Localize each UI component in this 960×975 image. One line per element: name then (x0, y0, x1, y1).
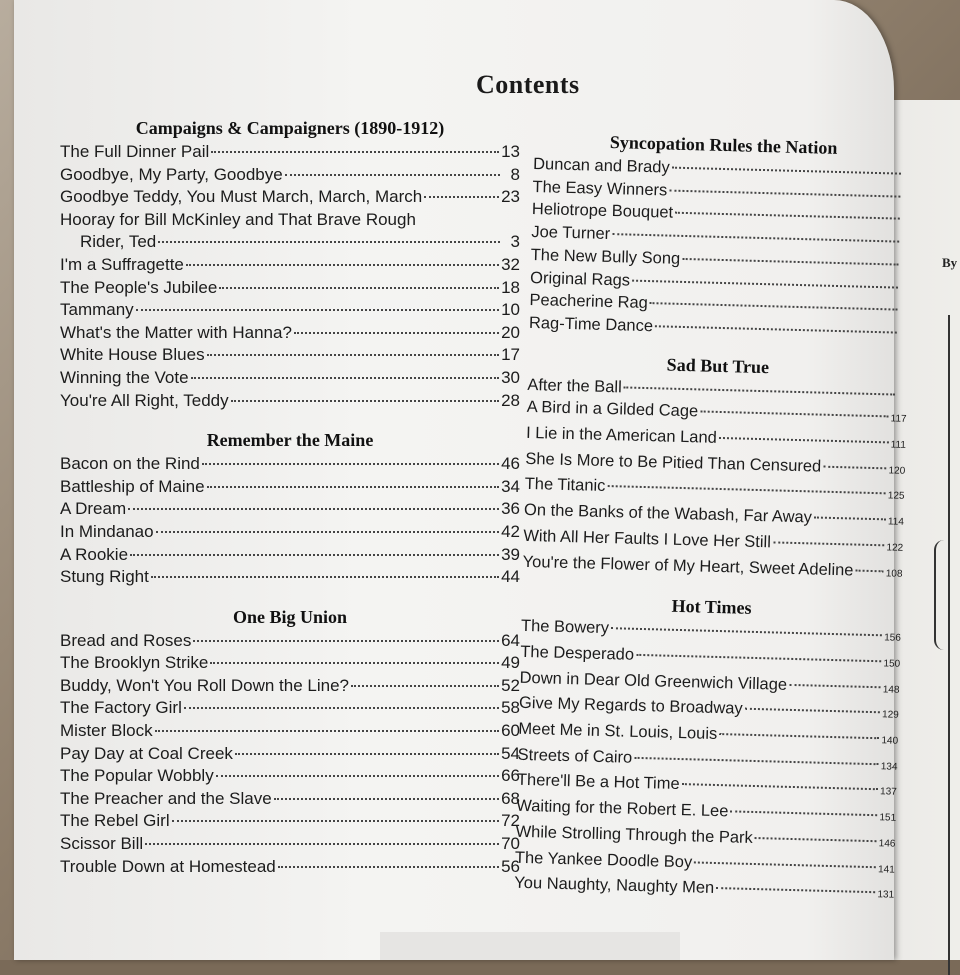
toc-entry[interactable] (60, 566, 520, 589)
toc-entry[interactable] (60, 675, 520, 698)
toc-entry[interactable] (60, 367, 520, 390)
entry-title: Battleship of Maine (60, 476, 205, 499)
dot-leader (655, 325, 897, 333)
section-gap (60, 412, 520, 430)
entry-page-number: 156 (884, 628, 901, 651)
dot-leader (636, 654, 882, 662)
entry-title: A Dream (60, 498, 126, 521)
entry-page-number: 30 (501, 367, 520, 390)
entry-page-number: 72 (501, 810, 520, 833)
entry-title: In Mindanao (60, 521, 154, 544)
entry-page-number: 129 (882, 705, 899, 728)
section-title: Remember the Maine (60, 430, 520, 451)
entry-page-number: 134 (880, 756, 897, 779)
dot-leader (634, 757, 879, 765)
toc-entry[interactable] (60, 476, 520, 499)
entry-title: Tammany (60, 299, 134, 322)
dot-leader (607, 485, 886, 494)
entry-title: Mister Block (60, 720, 153, 743)
section-gap (60, 589, 520, 607)
toc-entry[interactable] (60, 141, 520, 164)
entry-title: The Easy Winners (532, 176, 667, 202)
entry-title: Meet Me in St. Louis, Louis (518, 718, 718, 746)
entry-title: Stung Right (60, 566, 149, 589)
dot-leader (285, 174, 500, 176)
page-title: Contents (476, 70, 580, 100)
dot-leader (216, 775, 499, 777)
entry-title: The Preacher and the Slave (60, 788, 272, 811)
toc-entry[interactable] (60, 833, 520, 856)
entry-page-number: 23 (501, 186, 520, 209)
entry-page-number: 120 (888, 460, 905, 483)
section-title: Syncopation Rules the Nation (533, 130, 913, 161)
entry-title: I'm a Suffragette (60, 254, 184, 277)
entry-title: The Titanic (524, 473, 605, 498)
contents-section (514, 592, 902, 908)
entry-page-number: 18 (501, 277, 520, 300)
contents-column-left (60, 118, 520, 878)
entry-page-number: 148 (882, 679, 899, 702)
toc-entry[interactable] (60, 231, 520, 254)
entry-title: Rider, Ted (60, 231, 156, 254)
entry-page-number: 122 (886, 537, 903, 560)
entry-page-number: 117 (890, 409, 907, 432)
entry-page-number: 39 (501, 544, 520, 567)
dot-leader (716, 887, 875, 893)
section-title: Campaigns & Campaigners (1890-1912) (60, 118, 520, 139)
entry-title: You're the Flower of My Heart, Sweet Adeline (522, 550, 853, 581)
entry-page-number: 114 (888, 512, 905, 535)
entry-title: Scissor Bill (60, 833, 143, 856)
contents-column-right (514, 130, 914, 908)
entry-title: You Naughty, Naughty Men (514, 872, 714, 900)
entry-title: Give My Regards to Broadway (519, 692, 743, 721)
dot-leader (274, 798, 499, 800)
entry-title: The Full Dinner Pail (60, 141, 209, 164)
entry-page-number: 54 (501, 743, 520, 766)
entry-title: Bacon on the Rind (60, 453, 200, 476)
entry-title: Heliotrope Bouquet (532, 198, 674, 224)
toc-entry[interactable] (60, 856, 520, 879)
contents-section (60, 118, 520, 412)
toc-entry[interactable] (60, 186, 520, 209)
dot-leader (278, 866, 499, 868)
entry-title: Down in Dear Old Greenwich Village (519, 666, 787, 696)
entry-title: The Rebel Girl (60, 810, 170, 833)
entry-title: Waiting for the Robert E. Lee (516, 795, 729, 823)
toc-entry[interactable] (60, 164, 520, 187)
entry-page-number: 46 (501, 453, 520, 476)
entry-title: Winning the Vote (60, 367, 189, 390)
toc-entry[interactable] (60, 544, 520, 567)
entry-page-number: 150 (883, 653, 900, 676)
dot-leader (219, 287, 499, 289)
dot-leader (745, 708, 881, 714)
dot-leader (158, 241, 500, 243)
entry-page-number: 141 (878, 859, 895, 882)
entry-page-number: 49 (501, 652, 520, 675)
entry-title: Buddy, Won't You Roll Down the Line? (60, 675, 349, 698)
dot-leader (151, 576, 499, 578)
contents-section (522, 351, 908, 586)
dot-leader (186, 264, 499, 266)
entry-title: Goodbye Teddy, You Must March, March, March (60, 186, 422, 209)
dot-leader (210, 662, 499, 664)
entry-page-number: 68 (501, 788, 520, 811)
entry-title: What's the Matter with Hanna? (60, 322, 292, 345)
entry-title: The Popular Wobbly (60, 765, 214, 788)
entry-title: On the Banks of the Wabash, Far Away (524, 499, 812, 529)
entry-title: Pay Day at Coal Creek (60, 743, 233, 766)
entry-page-number: 70 (501, 833, 520, 856)
dot-leader (611, 627, 882, 636)
entry-page-number: 13 (501, 141, 520, 164)
entry-title: Hooray for Bill McKinley and That Brave Rough (60, 209, 416, 232)
adjacent-page-brace (934, 540, 950, 650)
entry-page-number: 58 (501, 697, 520, 720)
entry-page-number: 60 (501, 720, 520, 743)
entry-page-number: 111 (890, 434, 906, 457)
dot-leader (351, 685, 499, 687)
toc-entry[interactable] (60, 697, 520, 720)
dot-leader (191, 377, 500, 379)
entry-title: I Lie in the American Land (526, 422, 717, 450)
dot-leader (424, 196, 499, 198)
entry-page-number: 3 (502, 231, 520, 254)
dot-leader (235, 753, 499, 755)
entry-title: Rag-Time Dance (529, 312, 654, 338)
contents-section (60, 430, 520, 589)
entry-title: Original Rags (530, 266, 631, 291)
toc-entry[interactable] (60, 498, 520, 521)
entry-title: A Rookie (60, 544, 128, 567)
dot-leader (128, 508, 499, 510)
entry-page-number: 10 (501, 299, 520, 322)
entry-title: The Yankee Doodle Boy (515, 846, 693, 873)
entry-page-number: 131 (877, 885, 894, 908)
dot-leader (682, 784, 879, 791)
dot-leader (207, 354, 500, 356)
dot-leader (773, 541, 885, 546)
dot-leader (145, 843, 499, 845)
entry-page-number: 36 (501, 498, 520, 521)
entry-title: The Factory Girl (60, 697, 182, 720)
dot-leader (130, 554, 499, 556)
entry-title: While Strolling Through the Park (515, 821, 753, 850)
entry-page-number: 34 (501, 476, 520, 499)
toc-entry[interactable] (60, 788, 520, 811)
dot-leader (193, 640, 499, 642)
dot-leader (789, 684, 881, 688)
entry-page-number: 8 (502, 164, 520, 187)
entry-page-number: 146 (878, 833, 895, 856)
entry-title: Goodbye, My Party, Goodbye (60, 164, 283, 187)
entry-title: After the Ball (527, 374, 622, 399)
entry-page-number: 56 (501, 856, 520, 879)
toc-entry[interactable] (60, 390, 520, 413)
entry-page-number: 151 (879, 807, 896, 830)
entry-page-number: 140 (881, 730, 898, 753)
entry-title: She Is More to Be Pitied Than Censured (525, 448, 821, 478)
dot-leader (156, 531, 500, 533)
entry-title: You're All Right, Teddy (60, 390, 229, 413)
entry-page-number: 28 (501, 390, 520, 413)
entry-page-number: 137 (880, 782, 897, 805)
entry-title: The Bowery (521, 615, 610, 640)
dot-leader (694, 861, 876, 868)
entry-page-number: 52 (501, 675, 520, 698)
dot-leader (202, 463, 499, 465)
toc-entry[interactable] (60, 810, 520, 833)
dot-leader (155, 730, 500, 732)
entry-title: Streets of Cairo (517, 744, 632, 770)
entry-title: Bread and Roses (60, 630, 191, 653)
entry-title: With All Her Faults I Love Her Still (523, 525, 771, 554)
dot-leader (682, 258, 898, 266)
contents-section (529, 130, 914, 345)
dot-leader (669, 189, 900, 197)
page-bottom-edge (380, 932, 680, 960)
entry-page-number: 20 (501, 322, 520, 345)
section-title: Sad But True (528, 351, 908, 382)
dot-leader (294, 332, 499, 334)
entry-title: Trouble Down at Homestead (60, 856, 276, 879)
entry-title: White House Blues (60, 344, 205, 367)
dot-leader (650, 302, 898, 310)
adjacent-page-text: By (942, 255, 957, 271)
toc-entry[interactable] (60, 765, 520, 788)
entry-page-number: 125 (888, 486, 905, 509)
dot-leader (231, 400, 499, 402)
dot-leader (719, 437, 889, 443)
dot-leader (755, 837, 877, 842)
dot-leader (814, 517, 886, 521)
toc-entry[interactable] (60, 322, 520, 345)
dot-leader (172, 820, 499, 822)
toc-entry[interactable] (60, 344, 520, 367)
dot-leader (672, 167, 901, 175)
toc-entry[interactable] (60, 743, 520, 766)
entry-page-number: 66 (501, 765, 520, 788)
entry-title: A Bird in a Gilded Cage (526, 396, 698, 423)
entry-page-number: 32 (501, 254, 520, 277)
entry-title: Duncan and Brady (533, 153, 670, 179)
dot-leader (730, 811, 877, 817)
dot-leader (823, 465, 886, 469)
entry-title: Joe Turner (531, 221, 610, 246)
entry-title: The Desperado (520, 641, 634, 667)
toc-entry[interactable] (60, 720, 520, 743)
toc-entry[interactable] (60, 521, 520, 544)
entry-title: The New Bully Song (530, 244, 680, 271)
dot-leader (632, 279, 898, 288)
dot-leader (675, 212, 900, 220)
toc-entry[interactable] (60, 254, 520, 277)
entry-page-number: 64 (501, 630, 520, 653)
dot-leader (719, 733, 879, 739)
dot-leader (184, 707, 499, 709)
entry-title: The Brooklyn Strike (60, 652, 208, 675)
dot-leader (612, 233, 899, 243)
dot-leader (700, 411, 889, 418)
entry-page-number: 17 (501, 344, 520, 367)
entry-title: Peacherine Rag (529, 289, 648, 315)
toc-entry[interactable] (60, 630, 520, 653)
toc-entry[interactable] (60, 209, 520, 232)
dot-leader (207, 486, 499, 488)
toc-entry[interactable] (60, 277, 520, 300)
section-title: Hot Times (521, 592, 901, 623)
dot-leader (624, 386, 895, 395)
entry-page-number: 108 (886, 563, 903, 586)
contents-section (60, 607, 520, 879)
toc-entry[interactable] (60, 299, 520, 322)
dot-leader (136, 309, 499, 311)
section-title: One Big Union (60, 607, 520, 628)
toc-entry[interactable] (60, 652, 520, 675)
entry-title: There'll Be a Hot Time (517, 769, 680, 796)
dot-leader (855, 569, 883, 572)
entry-page-number: 44 (501, 566, 520, 589)
entry-title: The People's Jubilee (60, 277, 217, 300)
entry-page-number: 42 (501, 521, 520, 544)
dot-leader (211, 151, 499, 153)
toc-entry[interactable] (60, 453, 520, 476)
